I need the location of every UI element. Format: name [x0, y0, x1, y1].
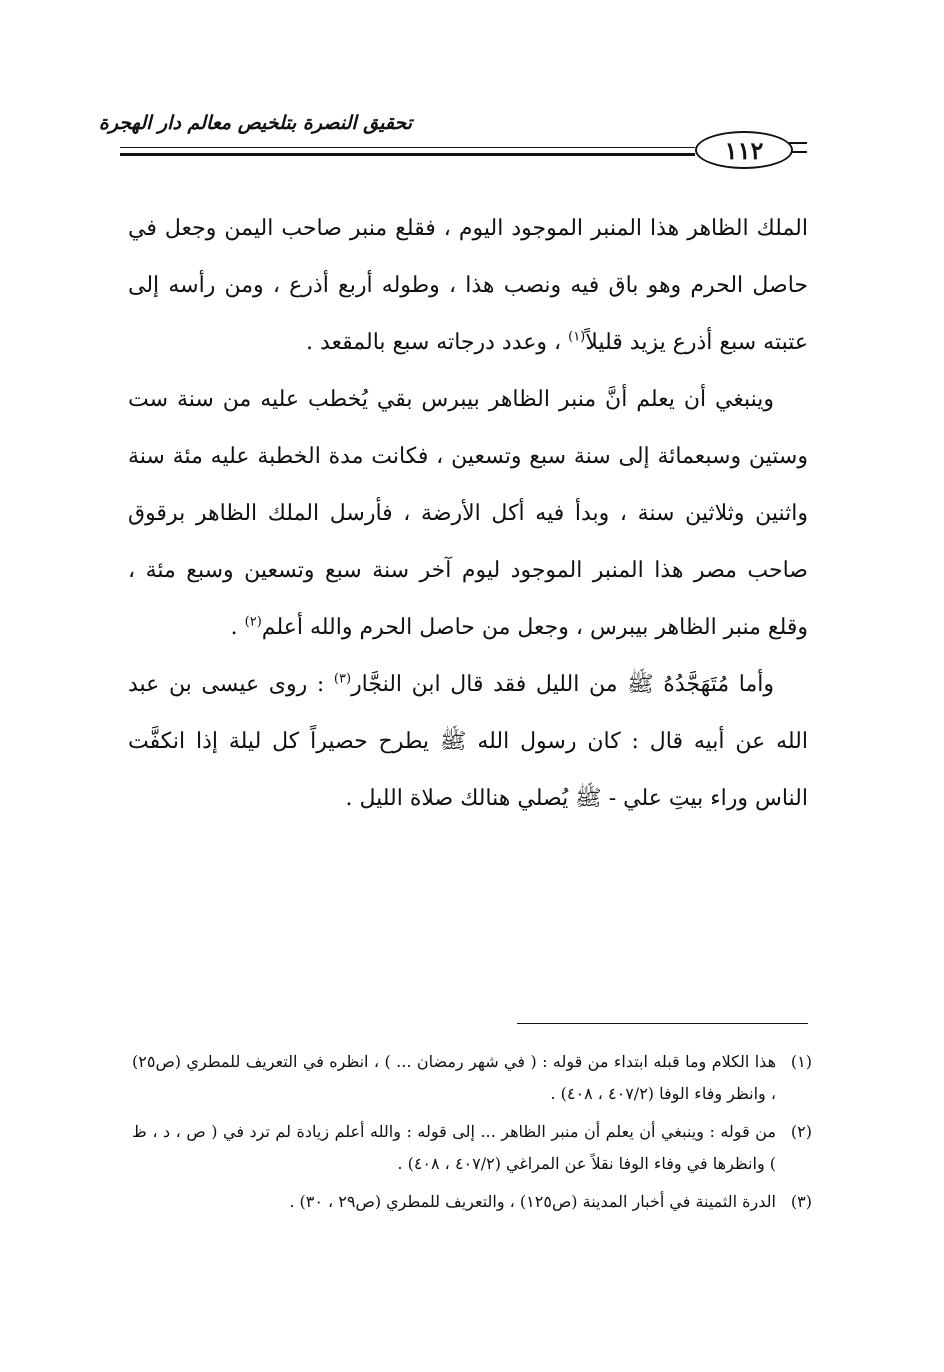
footnote-number: (٢)	[790, 1122, 812, 1141]
paragraph-text: وينبغي أن يعلم أنَّ منبر الظاهر بيبرس بقي يُخطب عليه من سنة ست وستين وسبعمائة إلى سنة سبع وتسعين ، فكانت مدة الخطبة عليه مئة سنة واثنين وثلاثين سنة ، وبدأ فيه أكل الأرضة ، فأرسل الملك الظاهر برقوق صاحب مصر هذا المنبر الموجود ليوم آخر سنة سبع وتسعين وسبع مئة ، وقلع منبر الظاهر بيبرس ، وجعل من حاصل الحرم والله أعلم	[128, 387, 808, 640]
footnote-ref: (٢)	[244, 614, 262, 630]
paragraph-text-tail: ، وعدد درجاته سبع بالمقعد .	[306, 330, 569, 355]
header-rule-thin	[120, 147, 695, 148]
page-number-ornament	[789, 142, 807, 144]
footnote-text: هذا الكلام وما قبله ابتداء من قوله : ( في شهر رمضان ... ) ، انظره في التعريف للمطري (ص٢٥) ، وانظر وفاء الوفا (٤٠٧/٢ ، ٤٠٨) .	[132, 1052, 776, 1103]
footnote-text: الدرة الثمينة في أخبار المدينة (ص١٢٥) ، والتعريف للمطري (ص٢٩ ، ٣٠) .	[289, 1192, 776, 1211]
footnote-number: (٣)	[790, 1192, 812, 1211]
footnote-ref: (٣)	[333, 671, 352, 687]
page-number	[695, 131, 793, 169]
paragraph-text: الملك الظاهر هذا المنبر الموجود اليوم ، فقلع منبر صاحب اليمن وجعل في حاصل الحرم وهو باق فيه ونصب هذا ، وطوله أربع أذرع ، ومن رأسه إلى عتبته سبع أذرع يزيد قليلاً	[128, 216, 808, 355]
footnote-number: (١)	[790, 1052, 812, 1071]
footnote	[132, 1186, 812, 1218]
page-number-text: ١١٢	[724, 135, 764, 165]
footnote-text: من قوله : وينبغي أن يعلم أن منبر الظاهر ... إلى قوله : والله أعلم زيادة لم ترد في ( ص ، د ، ظ ) وانظرها في وفاء الوفا نقلاً عن المراغي (٤٠٧/٢ ، ٤٠٨) .	[132, 1122, 776, 1173]
footnote-ref: (١)	[568, 329, 586, 345]
footnote-separator	[517, 1023, 808, 1024]
paragraph-text-tail: : روى عيسى بن عبد الله عن أبيه قال : كان رسول الله ﷺ يطرح حصيراً كل ليلة إذا انكفَّت الناس وراء بيتِ علي - ﷺ يُصلي هنالك صلاة الليل .	[128, 672, 808, 811]
main-text	[128, 200, 808, 827]
running-header-title: تحقيق النصرة بتلخيص معالم دار الهجرة	[98, 112, 412, 134]
header-rule-thick	[120, 153, 695, 156]
footnote	[132, 1046, 812, 1110]
paragraph	[128, 371, 808, 656]
paragraph	[128, 656, 808, 827]
paragraph	[128, 200, 808, 371]
footnote	[132, 1116, 812, 1180]
paragraph-text-tail: .	[230, 615, 245, 640]
footnotes	[132, 1046, 812, 1224]
paragraph-text: وأما مُتَهَجَّدُهُ ﷺ من الليل فقد قال ابن النجَّار	[351, 672, 774, 697]
